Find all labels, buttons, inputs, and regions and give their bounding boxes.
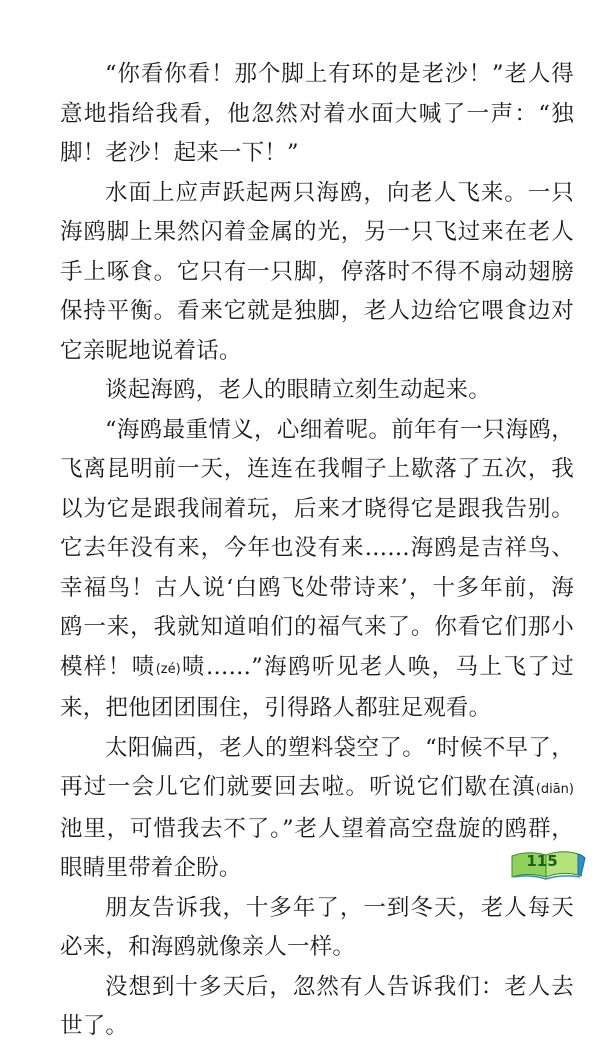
paragraph: [60, 174, 574, 372]
paragraph-text: 没想到十多天后，忽然有人告诉我们：老人去世了。: [60, 973, 574, 1039]
page-number-badge: [508, 846, 588, 880]
paragraph: [60, 55, 574, 174]
pinyin-annotation: (zé): [155, 661, 181, 677]
paragraph-text: 太阳偏西，老人的塑料袋空了。“时候不早了，再过一会儿它们就要回去啦。听说它们歇在滇: [60, 734, 574, 800]
paragraph-text: 水面上应声跃起两只海鸥，向老人飞来。一只海鸥脚上果然闪着金属的光，另一只飞过来在老人手上啄食。它只有一只脚，停落时不得不扇动翅膀保持平衡。看来它就是独脚，老人边给它喂食边对它亲昵地说着话。: [60, 179, 574, 364]
paragraph-text: 朋友告诉我，十多年了，一到冬天，老人每天必来，和海鸥就像亲人一样。: [60, 894, 574, 960]
text-body: [60, 55, 574, 1047]
page-number: 115: [526, 852, 558, 870]
paragraph-text: 啧……”海鸥听见老人唤，马上飞了过来，把他团团围住，引得路人都驻足观看。: [60, 653, 574, 721]
paragraph: [60, 968, 574, 1047]
paragraph: [60, 729, 574, 889]
paragraph: [60, 889, 574, 968]
pinyin-annotation: (diān): [535, 782, 574, 797]
paragraph-text: 池里，可惜我去不了。”老人望着高空盘旋的鸥群，眼睛里带着企盼。: [60, 815, 574, 881]
paragraph: [60, 371, 574, 411]
paragraph-text: 谈起海鸥，老人的眼睛立刻生动起来。: [105, 377, 491, 403]
paragraph: [60, 411, 574, 729]
paragraph-text: “你看你看！那个脚上有环的是老沙！”老人得意地指给我看，他忽然对着水面大喊了一声：“独脚！老沙！起来一下！”: [60, 61, 574, 166]
paragraph-text: “海鸥最重情义，心细着呢。前年有一只海鸥，飞离昆明前一天，连连在我帽子上歇落了五次，我以为它是跟我闹着玩，后来才晓得它是跟我告别。它去年没有来，今年也没有来……海鸥是吉祥鸟、幸福鸟！古人说‘白鸥飞处带诗来’，十多年前，海鸥一来，我就知道咱们的福气来了。你看它们那小模样！啧: [60, 416, 574, 680]
